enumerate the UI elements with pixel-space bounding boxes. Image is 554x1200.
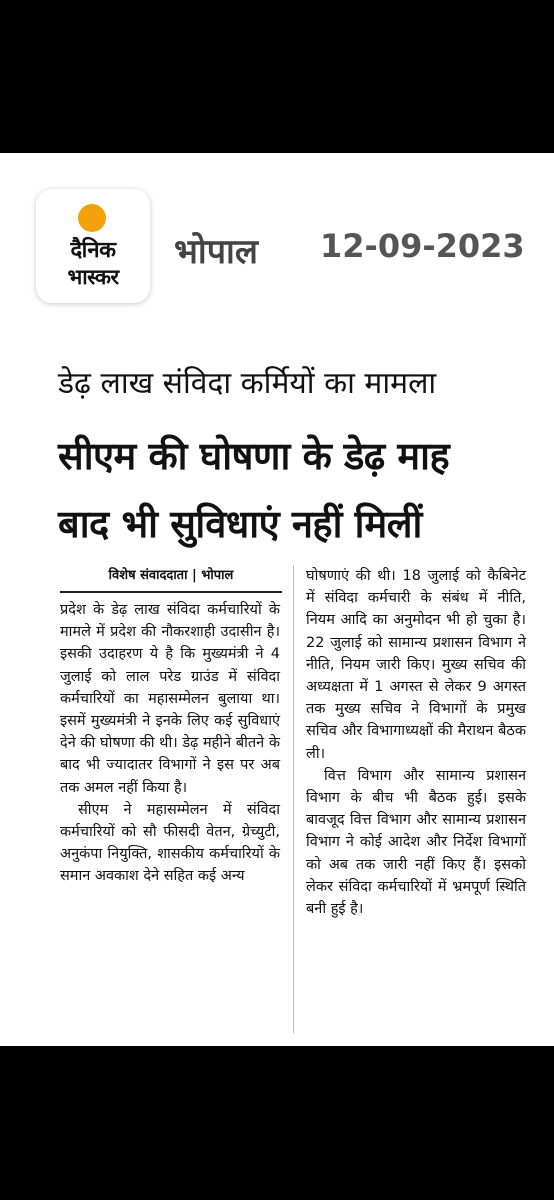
sun-dot-icon bbox=[78, 204, 106, 232]
paragraph: वित्त विभाग और सामान्य प्रशासन विभाग के बीच भी बैठक हुई। इसके बावजूद वित्त विभाग और सामान्य प्रशासन विभाग ने कोई आदेश और निर्देश विभागों को अब तक जारी नहीं किए हैं। इसको लेकर संविदा कर्मचारियों में भ्रमपूर्ण स्थिति बनी हुई है। bbox=[306, 767, 526, 918]
paragraph: घोषणाएं की थी। 18 जुलाई को कैबिनेट में संविदा कर्मचारी के संबंध में नीति, नियम आदि का अनुमोदन भी हो चुका है। 22 जुलाई को सामान्य प्रशासन विभाग ने नीति, नियम जारी किए। मुख्य सचिव की अध्यक्षता में 1 अगस्त से लेकर 9 अगस्त तक मुख्य सचिव ने विभागों के प्रमुख सचिव और विभागाध्यक्षों की मैराथन बैठक ली। bbox=[306, 568, 526, 762]
dainik-bhaskar-logo bbox=[36, 189, 150, 303]
article-column-left bbox=[60, 599, 280, 888]
logo-text-line2: भास्कर bbox=[67, 265, 119, 289]
edition-city: भोपाल bbox=[174, 232, 258, 272]
newspaper-clipping bbox=[0, 153, 554, 1046]
paragraph: सीएम ने महासम्मेलन में संविदा कर्मचारियों को सौ फीसदी वेतन, ग्रेच्युटी, अनुकंपा नियुक्ति, शासकीय कर्मचारियों के समान अवकाश देने सहित कई अन्य bbox=[60, 801, 280, 885]
edition-date: 12-09-2023 bbox=[320, 227, 525, 265]
headline-line2: बाद भी सुविधाएं नहीं मिलीं bbox=[58, 502, 422, 546]
article-column-right bbox=[306, 565, 526, 920]
byline: विशेष संवाददाता | भोपाल bbox=[60, 565, 282, 593]
article-kicker: डेढ़ लाख संविदा कर्मियों का मामला bbox=[58, 366, 437, 401]
paragraph: प्रदेश के डेढ़ लाख संविदा कर्मचारियों के मामले में प्रदेश की नौकरशाही उदासीन है। इसकी उदाहरण ये है कि मुख्यमंत्री ने 4 जुलाई को लाल परेड ग्राउंड में संविदा कर्मचारियों का महासम्मेलन बुलाया था। इसमें मुख्यमंत्री ने इनके लिए कई सुविधाएं देने की घोषणा की थी। डेढ़ महीने बीतने के बाद भी ज्यादातर विभागों ने इस पर अब तक अमल नहीं किया है। bbox=[60, 602, 280, 796]
logo-text-line1: दैनिक bbox=[70, 238, 116, 263]
column-divider bbox=[293, 565, 294, 1033]
headline-line1: सीएम की घोषणा के डेढ़ माह bbox=[58, 434, 450, 478]
